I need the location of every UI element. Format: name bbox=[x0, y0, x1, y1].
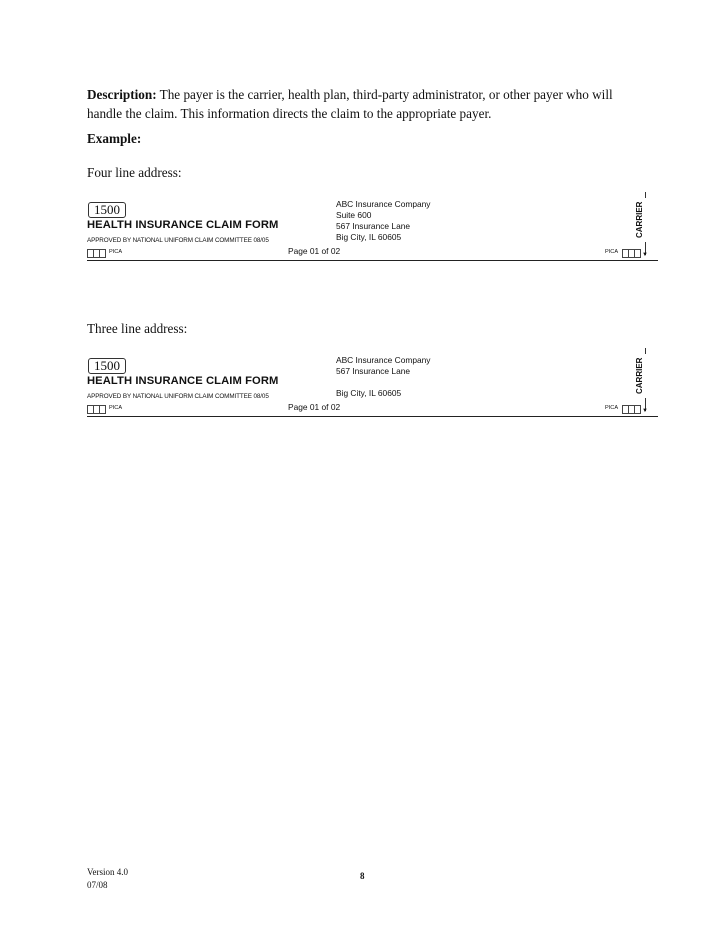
carrier-label: CARRIER bbox=[635, 201, 644, 238]
address-line-4: Big City, IL 60605 bbox=[336, 388, 402, 398]
carrier-arrow-icon: ▼ bbox=[642, 408, 648, 414]
page-indicator: Page 01 of 02 bbox=[288, 246, 341, 256]
address-line-2: Suite 600 bbox=[336, 210, 372, 220]
address-line-1: ABC Insurance Company bbox=[336, 355, 431, 365]
approval-note: APPROVED BY NATIONAL UNIFORM CLAIM COMMITTEE 08/05 bbox=[87, 237, 269, 244]
form-title: HEALTH INSURANCE CLAIM FORM bbox=[87, 375, 279, 387]
three-line-label: Three line address: bbox=[87, 321, 188, 336]
address-line-3 bbox=[336, 377, 431, 388]
page-indicator: Page 01 of 02 bbox=[288, 402, 341, 412]
payer-address bbox=[336, 199, 431, 243]
footer-date: 07/08 bbox=[87, 880, 108, 890]
pica-boxes-left bbox=[87, 405, 105, 414]
footer-version: Version 4.0 bbox=[87, 867, 128, 877]
four-line-label: Four line address: bbox=[87, 165, 182, 180]
payer-address bbox=[336, 355, 431, 399]
pica-boxes-right bbox=[622, 249, 640, 258]
page-number: 8 bbox=[360, 871, 365, 881]
four-line-form-header bbox=[87, 199, 657, 272]
pica-label-right: PICA bbox=[605, 249, 619, 255]
pica-boxes-left bbox=[87, 249, 105, 258]
approval-note: APPROVED BY NATIONAL UNIFORM CLAIM COMMITTEE 08/05 bbox=[87, 393, 269, 400]
carrier-line-top bbox=[645, 348, 646, 354]
description-paragraph bbox=[87, 85, 647, 123]
carrier-arrow-icon: ▼ bbox=[642, 252, 648, 258]
three-line-form-header bbox=[87, 355, 657, 428]
form-number-badge: 1500 bbox=[88, 202, 126, 218]
pica-label-right: PICA bbox=[605, 405, 619, 411]
carrier-label: CARRIER bbox=[635, 357, 644, 394]
description-text: The payer is the carrier, health plan, third-party administrator, or other payer who will handle the claim. This information directs the claim to the appropriate payer. bbox=[87, 87, 613, 121]
address-line-1: ABC Insurance Company bbox=[336, 199, 431, 209]
footer-version-block bbox=[87, 866, 128, 892]
address-line-3: 567 Insurance Lane bbox=[336, 221, 411, 231]
form-title: HEALTH INSURANCE CLAIM FORM bbox=[87, 219, 279, 231]
description-label: Description: bbox=[87, 87, 157, 102]
form-number-badge: 1500 bbox=[88, 358, 126, 374]
example-heading: Example: bbox=[87, 131, 142, 146]
address-line-2: 567 Insurance Lane bbox=[336, 366, 411, 376]
pica-label-left: PICA bbox=[109, 249, 123, 255]
form-divider bbox=[87, 416, 658, 417]
pica-boxes-right bbox=[622, 405, 640, 414]
form-divider bbox=[87, 260, 658, 261]
carrier-line-top bbox=[645, 192, 646, 198]
pica-label-left: PICA bbox=[109, 405, 123, 411]
address-line-4: Big City, IL 60605 bbox=[336, 232, 402, 242]
